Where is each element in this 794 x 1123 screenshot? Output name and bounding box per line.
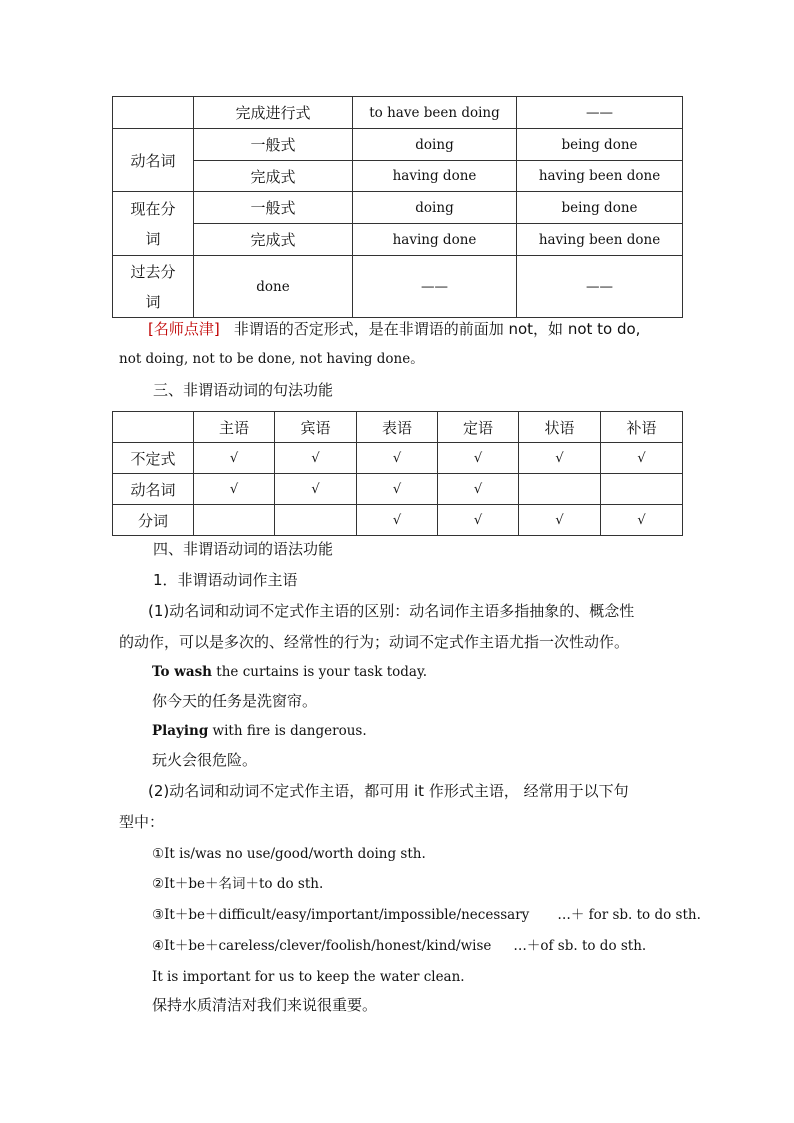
row-label-past-participle bbox=[113, 256, 194, 318]
sentence-pattern: ②It＋be＋名词＋to do sth. bbox=[152, 876, 324, 892]
tip-tag: [名师点津] bbox=[148, 320, 220, 338]
table-row bbox=[113, 161, 683, 192]
table-row bbox=[113, 129, 683, 161]
paragraph-line: 的动作，可以是多次的、经常性的行为；动词不定式作主语尤指一次性动作。 bbox=[119, 633, 630, 651]
check-cell: √ bbox=[194, 443, 275, 474]
table-header: 表语 bbox=[357, 412, 438, 443]
table-header bbox=[113, 412, 194, 443]
table-cell: having been done bbox=[517, 161, 683, 192]
table-row bbox=[113, 474, 683, 505]
check-cell: √ bbox=[438, 505, 519, 536]
pattern-part: …＋ for sb. to do sth. bbox=[557, 907, 701, 923]
table-row bbox=[113, 505, 683, 536]
check-cell: √ bbox=[519, 505, 601, 536]
row-label: 分词 bbox=[113, 505, 194, 536]
table-header: 宾语 bbox=[275, 412, 357, 443]
check-cell bbox=[194, 505, 275, 536]
tip-text: 非谓语的否定形式，是在非谓语的前面加 not，如 not to do, bbox=[233, 320, 641, 338]
table-cell: doing bbox=[353, 129, 517, 161]
table-header-row bbox=[113, 412, 683, 443]
label-line: 词 bbox=[145, 292, 161, 311]
check-cell: √ bbox=[357, 505, 438, 536]
table-header: 状语 bbox=[519, 412, 601, 443]
paragraph-line: (2)动名词和动词不定式作主语，都可用 it 作形式主语， 经常用于以下句 bbox=[148, 782, 629, 800]
row-label: 不定式 bbox=[113, 443, 194, 474]
example-sentence bbox=[152, 666, 427, 680]
table-row bbox=[113, 224, 683, 256]
sentence-pattern: ①It is/was no use/good/worth doing sth. bbox=[152, 846, 426, 862]
example-rest: the curtains is your task today. bbox=[212, 664, 428, 680]
table-cell: —— bbox=[517, 97, 683, 129]
row-label-gerund: 动名词 bbox=[113, 129, 194, 192]
forms-table bbox=[112, 96, 683, 318]
table-header: 定语 bbox=[438, 412, 519, 443]
example-keyword: To wash bbox=[152, 664, 212, 680]
table-cell: being done bbox=[517, 129, 683, 161]
check-cell: √ bbox=[438, 474, 519, 505]
table-row bbox=[113, 97, 683, 129]
table-cell: 完成式 bbox=[194, 161, 353, 192]
table-cell: 完成式 bbox=[194, 224, 353, 256]
check-cell: √ bbox=[438, 443, 519, 474]
check-cell: √ bbox=[275, 443, 357, 474]
example-sentence: It is important for us to keep the water clean. bbox=[152, 969, 465, 985]
label-line: 过去分 bbox=[130, 262, 176, 281]
paragraph-line: 型中： bbox=[119, 813, 165, 831]
example-sentence bbox=[152, 725, 367, 739]
label-line: 词 bbox=[145, 229, 161, 248]
check-cell bbox=[601, 474, 683, 505]
pattern-part: ③It＋be＋difficult/easy/important/impossible/necessary bbox=[152, 907, 530, 923]
table-cell: to have been doing bbox=[353, 97, 517, 129]
check-cell bbox=[275, 505, 357, 536]
paragraph-line: (1)动名词和动词不定式作主语的区别：动名词作主语多指抽象的、概念性 bbox=[148, 602, 635, 620]
table-header: 主语 bbox=[194, 412, 275, 443]
check-cell: √ bbox=[601, 505, 683, 536]
example-translation: 玩火会很危险。 bbox=[152, 751, 258, 769]
table-header: 补语 bbox=[601, 412, 683, 443]
check-cell: √ bbox=[519, 443, 601, 474]
table-row bbox=[113, 443, 683, 474]
table-row bbox=[113, 192, 683, 224]
pattern-part: …＋of sb. to do sth. bbox=[513, 938, 647, 954]
check-cell: √ bbox=[275, 474, 357, 505]
example-rest: with fire is dangerous. bbox=[208, 723, 367, 739]
table-cell: done bbox=[194, 256, 353, 318]
table-cell: 一般式 bbox=[194, 129, 353, 161]
check-cell: √ bbox=[601, 443, 683, 474]
sentence-pattern bbox=[152, 909, 701, 923]
check-cell: √ bbox=[357, 443, 438, 474]
table-cell: having been done bbox=[517, 224, 683, 256]
table-cell bbox=[113, 97, 194, 129]
example-keyword: Playing bbox=[152, 723, 209, 739]
table-cell: 一般式 bbox=[194, 192, 353, 224]
sentence-pattern bbox=[152, 940, 646, 954]
row-label-present-participle bbox=[113, 192, 194, 256]
table-cell: being done bbox=[517, 192, 683, 224]
table-cell: doing bbox=[353, 192, 517, 224]
example-translation: 你今天的任务是洗窗帘。 bbox=[152, 692, 318, 710]
check-cell: √ bbox=[194, 474, 275, 505]
label-line: 现在分 bbox=[130, 199, 176, 218]
section-heading: 四、非谓语动词的语法功能 bbox=[153, 540, 334, 558]
subsection-heading: 1．非谓语动词作主语 bbox=[153, 571, 298, 589]
table-cell: —— bbox=[517, 256, 683, 318]
table-cell: —— bbox=[353, 256, 517, 318]
table-cell: 完成进行式 bbox=[194, 97, 353, 129]
section-heading: 三、非谓语动词的句法功能 bbox=[153, 381, 334, 399]
table-cell: having done bbox=[353, 224, 517, 256]
table-row bbox=[113, 256, 683, 318]
functions-table bbox=[112, 411, 683, 536]
row-label: 动名词 bbox=[113, 474, 194, 505]
example-translation: 保持水质清洁对我们来说很重要。 bbox=[152, 996, 378, 1014]
pattern-part: ④It＋be＋careless/clever/foolish/honest/kind/wise bbox=[152, 938, 492, 954]
check-cell bbox=[519, 474, 601, 505]
check-cell: √ bbox=[357, 474, 438, 505]
tip-line-1 bbox=[148, 322, 640, 337]
table-cell: having done bbox=[353, 161, 517, 192]
tip-line-2: not doing, not to be done, not having done。 bbox=[119, 351, 424, 367]
